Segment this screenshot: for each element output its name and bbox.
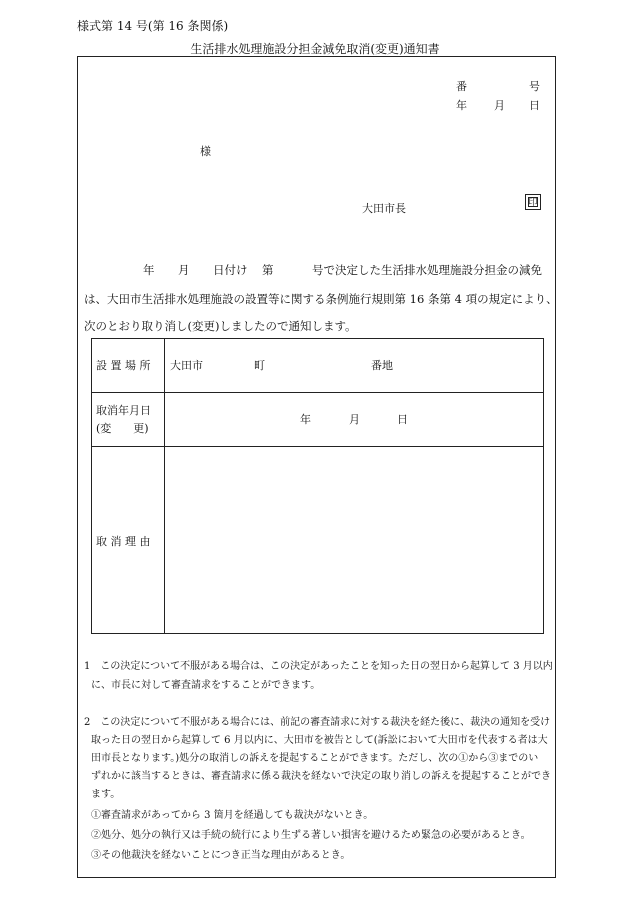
location-city: 大田市 (170, 359, 203, 372)
note-2-line-5: ます。 (91, 789, 121, 800)
note-item-3: ③その他裁決を経ないことにつき正当な理由があるとき。 (91, 850, 351, 861)
cancel-date-month: 月 (349, 413, 360, 426)
note-2-line-1: 2 この決定について不服がある場合には、前記の審査請求に対する裁決を経た後に、裁決の通知を受け (84, 717, 551, 728)
body-dated: 日付け (213, 263, 248, 277)
document-title: 生活排水処理施設分担金減免取消(変更)通知書 (190, 42, 440, 56)
number-prefix: 番 (456, 80, 467, 93)
note-2-line-3: 田市長となります。)処分の取消しの訴えを提起することができます。ただし、次の①から③までのい (91, 753, 539, 764)
note-item-1: ①審査請求があってから 3 箇月を経過しても裁決がないとき。 (91, 810, 374, 821)
date-year: 年 (456, 99, 467, 112)
form-number-label: 様式第 14 号(第 16 条関係) (77, 19, 229, 33)
body-line1-rest: 号で決定した生活排水処理施設分担金の減免 (312, 263, 542, 277)
cancel-date-label-2: (変 更) (96, 422, 149, 435)
seal-stamp (525, 194, 541, 210)
seal-label: 印 (528, 198, 538, 208)
note-2-line-2: 取った日の翌日から起算して 6 月以内に、大田市を被告として(訴訟において大田市を代表する者は大 (91, 735, 548, 746)
body-line3: 次のとおり取り消し(変更)しましたので通知します。 (84, 319, 357, 333)
location-label: 設 置 場 所 (96, 359, 151, 372)
body-dai: 第 (262, 263, 274, 277)
table-row-divider (92, 446, 543, 447)
table-column-divider (164, 339, 165, 633)
note-1-line-2: に、市長に対して審査請求をすることができます。 (91, 680, 321, 691)
date-month: 月 (494, 99, 505, 112)
details-table (91, 338, 544, 634)
body-month: 月 (178, 263, 190, 277)
note-1-line-1: 1 この決定について不服がある場合は、この決定があったことを知った日の翌日から起算して 3 月以内 (84, 661, 553, 672)
addressee-honorific: 様 (200, 145, 211, 158)
cancel-date-day: 日 (397, 413, 408, 426)
note-item-2: ②処分、処分の執行又は手続の続行により生ずる著しい損害を避けるため緊急の必要があるとき。 (91, 830, 531, 841)
location-town: 町 (254, 359, 265, 372)
location-banchi: 番地 (371, 359, 393, 372)
cancel-reason-label: 取 消 理 由 (96, 535, 151, 548)
table-row-divider (92, 392, 543, 393)
date-day: 日 (529, 99, 540, 112)
cancel-date-year: 年 (300, 413, 311, 426)
number-suffix: 号 (529, 80, 540, 93)
note-2-line-4: ずれかに該当するときは、審査請求に係る裁決を経ないで決定の取り消しの訴えを提起することができ (91, 771, 551, 782)
body-line2: は、大田市生活排水処理施設の設置等に関する条例施行規則第 16 条第 4 項の規定により、 (84, 292, 558, 306)
body-year: 年 (143, 263, 155, 277)
issuer-name: 大田市長 (362, 202, 406, 215)
cancel-date-label-1: 取消年月日 (96, 404, 151, 417)
